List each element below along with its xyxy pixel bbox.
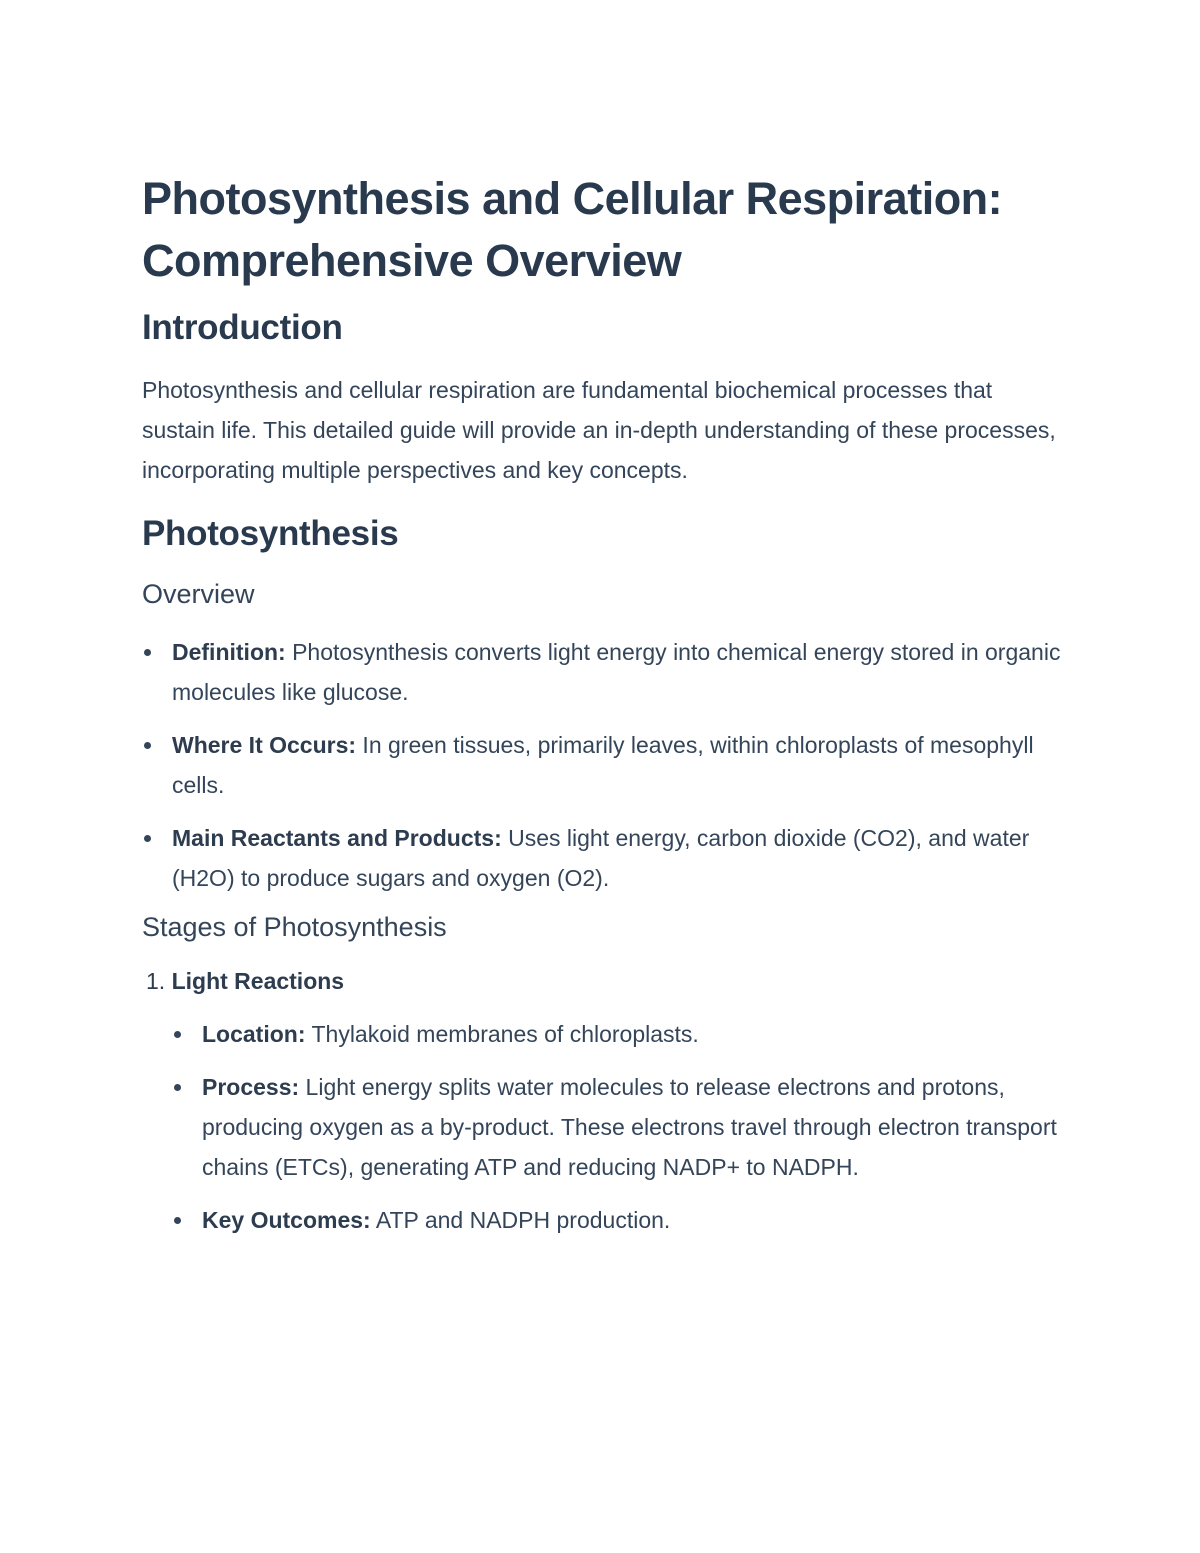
list-item-label: Main Reactants and Products: bbox=[172, 825, 502, 851]
list-item-label: Definition: bbox=[172, 639, 286, 665]
stage-1-title bbox=[142, 961, 1062, 1001]
list-item-text: ATP and NADPH production. bbox=[370, 1207, 671, 1233]
stage-1-list bbox=[172, 1014, 1062, 1240]
introduction-paragraph: Photosynthesis and cellular respiration are fundamental biochemical processes that sustain life. This detailed guide will provide an in-depth understanding of these processes, incorporating multiple perspectives and key concepts. bbox=[142, 377, 1056, 483]
list-item-label: Process: bbox=[202, 1074, 300, 1100]
page-title: Photosynthesis and Cellular Respiration: Comprehensive Overview bbox=[142, 173, 1003, 286]
bullet-icon bbox=[144, 742, 151, 749]
overview-heading: Overview bbox=[142, 579, 255, 609]
list-item-text: Uses light energy, carbon dioxide (CO2), and water (H2O) to produce sugars and oxygen (O2). bbox=[172, 825, 1030, 891]
bullet-icon bbox=[144, 649, 151, 656]
bullet-icon bbox=[174, 1084, 181, 1091]
list-item-text: In green tissues, primarily leaves, within chloroplasts of mesophyll cells. bbox=[172, 732, 1034, 798]
list-item-text: Thylakoid membranes of chloroplasts. bbox=[305, 1021, 699, 1047]
list-item-label: Key Outcomes: bbox=[202, 1207, 371, 1233]
list-item-text: Light energy splits water molecules to release electrons and protons, producing oxygen as a by-product. These electrons travel through electron transport chains (ETCs), generating ATP and reducing NADP+ to NADPH. bbox=[202, 1074, 1057, 1180]
stage-title: Light Reactions bbox=[171, 968, 345, 994]
list-item bbox=[172, 1067, 1062, 1187]
list-item-label: Location: bbox=[202, 1021, 306, 1047]
list-item-label: Where It Occurs: bbox=[172, 732, 357, 758]
list-item bbox=[172, 1014, 1062, 1054]
photosynthesis-heading: Photosynthesis bbox=[142, 514, 399, 553]
introduction-heading: Introduction bbox=[142, 308, 343, 347]
list-item bbox=[142, 725, 1062, 805]
bullet-icon bbox=[174, 1217, 181, 1224]
list-item bbox=[142, 818, 1062, 898]
list-item-text: Photosynthesis converts light energy into chemical energy stored in organic molecules like glucose. bbox=[172, 639, 1061, 705]
list-item bbox=[142, 632, 1062, 712]
list-item bbox=[172, 1200, 1062, 1240]
bullet-icon bbox=[144, 835, 151, 842]
bullet-icon bbox=[174, 1031, 181, 1038]
stage-number: 1. bbox=[146, 968, 166, 994]
stages-heading: Stages of Photosynthesis bbox=[142, 912, 447, 942]
document-page bbox=[142, 168, 1062, 1253]
overview-list bbox=[142, 632, 1062, 898]
